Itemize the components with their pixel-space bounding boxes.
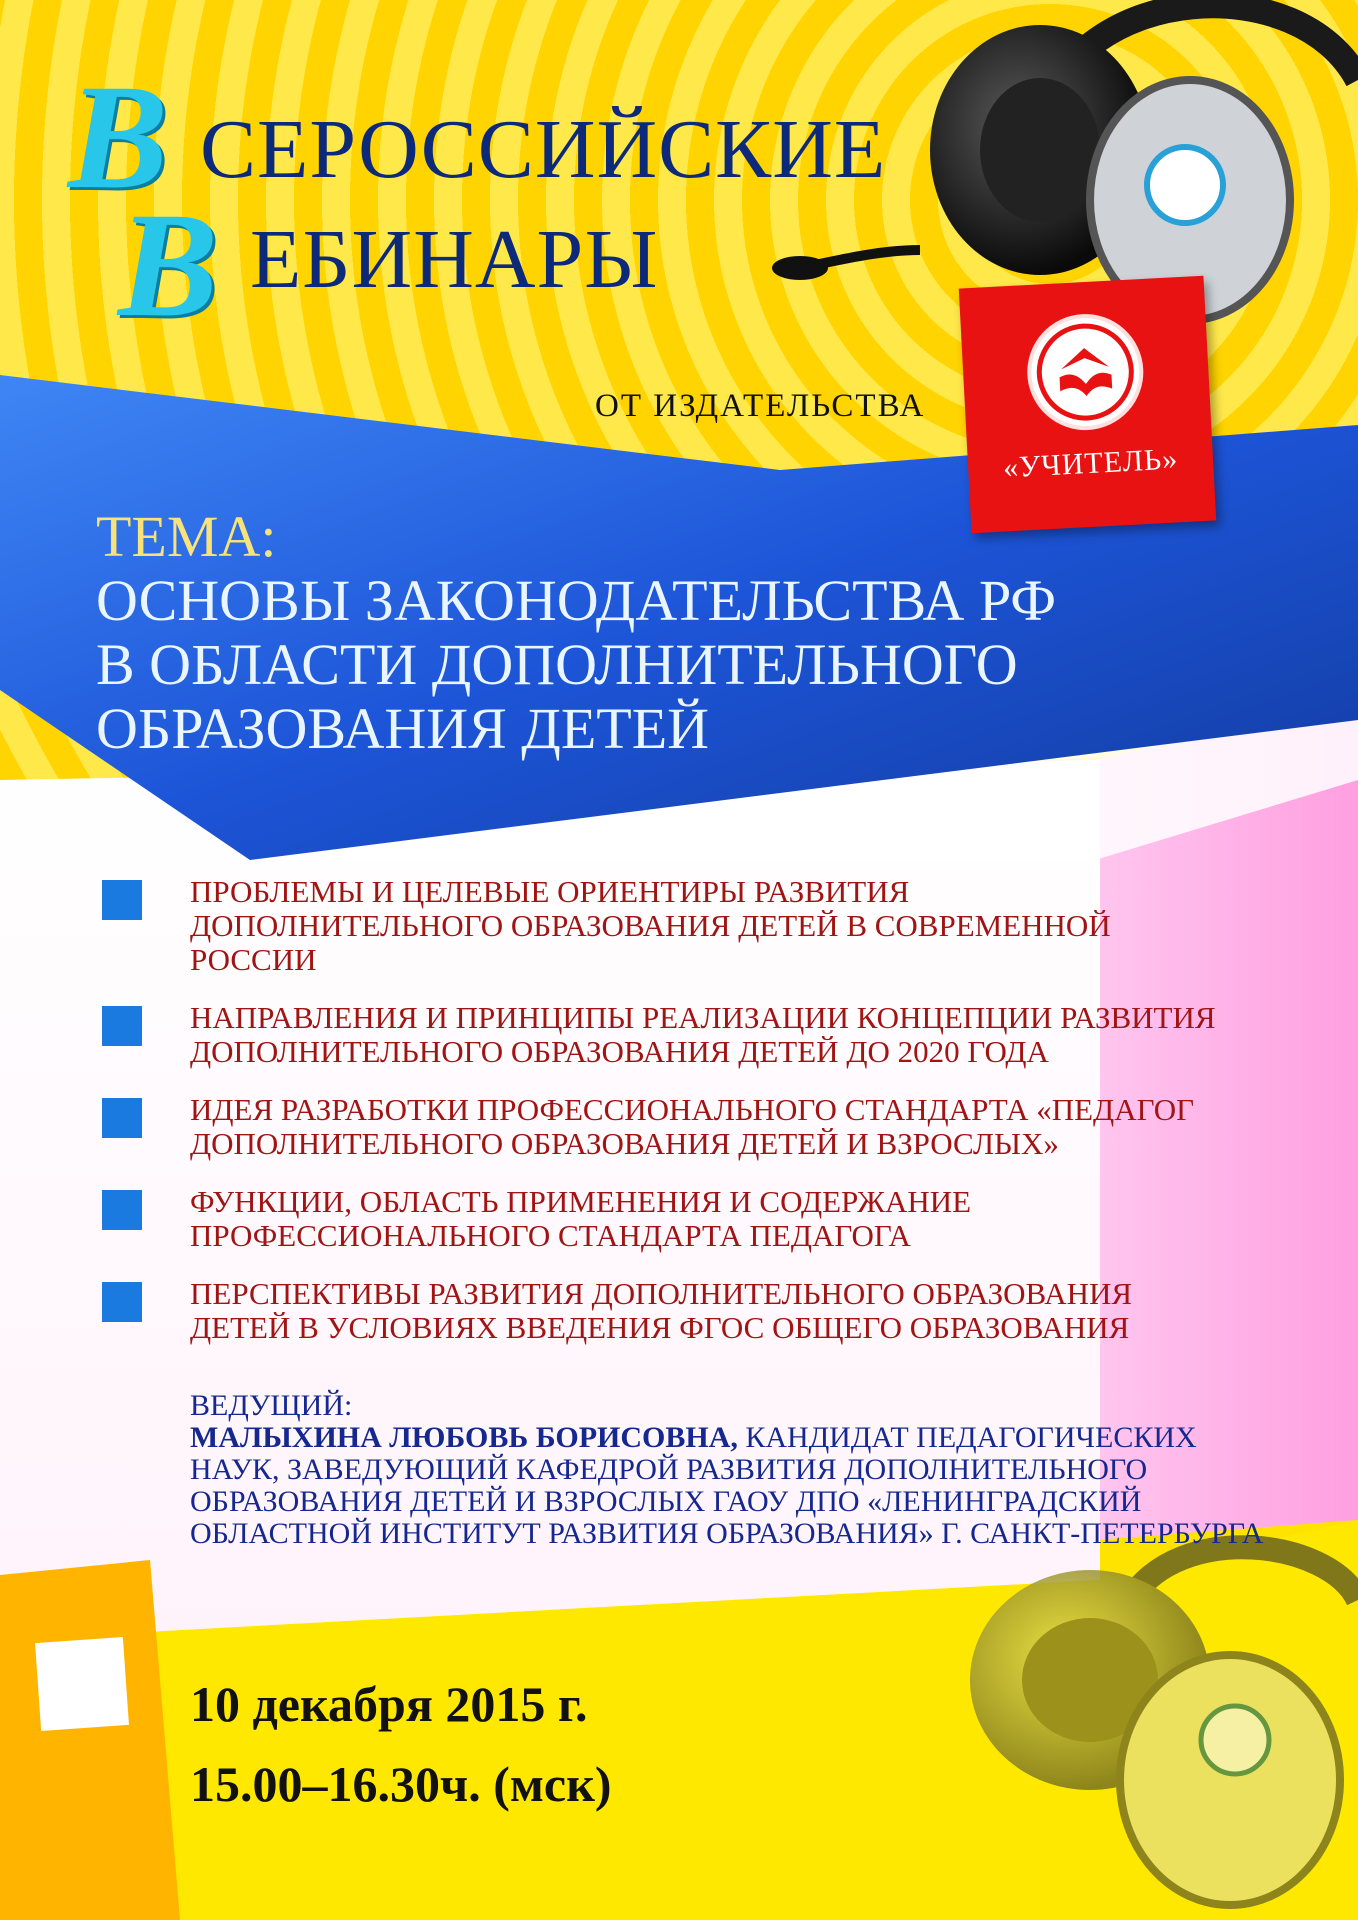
agenda-item [100, 1093, 1260, 1161]
square-bullet-icon [102, 1190, 142, 1230]
agenda-item [100, 875, 1260, 977]
agenda-item [100, 1277, 1260, 1345]
host-block [190, 1390, 1270, 1550]
topic-line: ОСНОВЫ ЗАКОНОДАТЕЛЬСТВА РФ [96, 568, 1057, 633]
square-bullet-icon [102, 880, 142, 920]
agenda-item-text: НАПРАВЛЕНИЯ И ПРИНЦИПЫ РЕАЛИЗАЦИИ КОНЦЕПЦИИ РАЗВИТИЯ ДОПОЛНИТЕЛЬНОГО ОБРАЗОВАНИЯ ДЕТЕЙ ДО 2020 ГОДА [190, 1000, 1216, 1069]
square-bullet-icon [102, 1006, 142, 1046]
webinar-date: 10 декабря 2015 г. [190, 1676, 588, 1732]
publisher-logo [959, 276, 1216, 533]
host-description: КАНДИДАТ ПЕДАГОГИЧЕСКИХ НАУК, ЗАВЕДУЮЩИЙ КАФЕДРОЙ РАЗВИТИЯ ДОПОЛНИТЕЛЬНОГО ОБРАЗОВАНИЯ ДЕТЕЙ И ВЗРОСЛЫХ ГАОУ ДПО «ЛЕНИНГРАДСКИЙ ОБЛАСТНОЙ ИНСТИТУТ РАЗВИТИЯ ОБРАЗОВАНИЯ» Г. САНКТ-ПЕТЕРБУРГА [190, 1421, 1264, 1550]
publisher-logo-text: «УЧИТЕЛЬ» [1002, 442, 1179, 485]
title-initial-2: В [118, 182, 219, 348]
book-logo-icon [1029, 315, 1143, 429]
agenda-item [100, 1185, 1260, 1253]
publisher-from-label: ОТ ИЗДАТЕЛЬСТВА [595, 388, 926, 424]
agenda-item-text: ФУНКЦИИ, ОБЛАСТЬ ПРИМЕНЕНИЯ И СОДЕРЖАНИЕ ПРОФЕССИОНАЛЬНОГО СТАНДАРТА ПЕДАГОГА [190, 1184, 972, 1253]
title-word-1: СЕРОССИЙСКИЕ [200, 103, 887, 196]
topic-label: ТЕМА: [96, 504, 277, 569]
webinar-time: 15.00–16.30ч. (мск) [190, 1756, 612, 1812]
white-square-decoration [35, 1637, 129, 1731]
agenda-item-text: ИДЕЯ РАЗРАБОТКИ ПРОФЕССИОНАЛЬНОГО СТАНДАРТА «ПЕДАГОГ ДОПОЛНИТЕЛЬНОГО ОБРАЗОВАНИЯ ДЕТЕЙ И ВЗРОСЛЫХ» [190, 1092, 1195, 1161]
topic-line: В ОБЛАСТИ ДОПОЛНИТЕЛЬНОГО [96, 632, 1018, 697]
host-name: МАЛЫХИНА ЛЮБОВЬ БОРИСОВНА, [190, 1421, 738, 1454]
title-word-2: ЕБИНАРЫ [250, 213, 659, 306]
orange-corner [0, 1560, 180, 1920]
square-bullet-icon [102, 1282, 142, 1322]
agenda-item-text: ПЕРСПЕКТИВЫ РАЗВИТИЯ ДОПОЛНИТЕЛЬНОГО ОБРАЗОВАНИЯ ДЕТЕЙ В УСЛОВИЯХ ВВЕДЕНИЯ ФГОС ОБЩЕГО ОБРАЗОВАНИЯ [190, 1276, 1133, 1345]
square-bullet-icon [102, 1098, 142, 1138]
host-details [190, 1422, 1270, 1550]
topic-line: ОБРАЗОВАНИЯ ДЕТЕЙ [96, 696, 710, 761]
topic-block [96, 505, 1196, 761]
agenda-item [100, 1001, 1260, 1069]
title-initial-1: В [68, 54, 169, 220]
agenda-item-text: ПРОБЛЕМЫ И ЦЕЛЕВЫЕ ОРИЕНТИРЫ РАЗВИТИЯ ДОПОЛНИТЕЛЬНОГО ОБРАЗОВАНИЯ ДЕТЕЙ В СОВРЕМЕННОЙ РОССИИ [190, 874, 1111, 977]
host-label: ВЕДУЩИЙ: [190, 1389, 353, 1422]
agenda-list [100, 875, 1260, 1369]
